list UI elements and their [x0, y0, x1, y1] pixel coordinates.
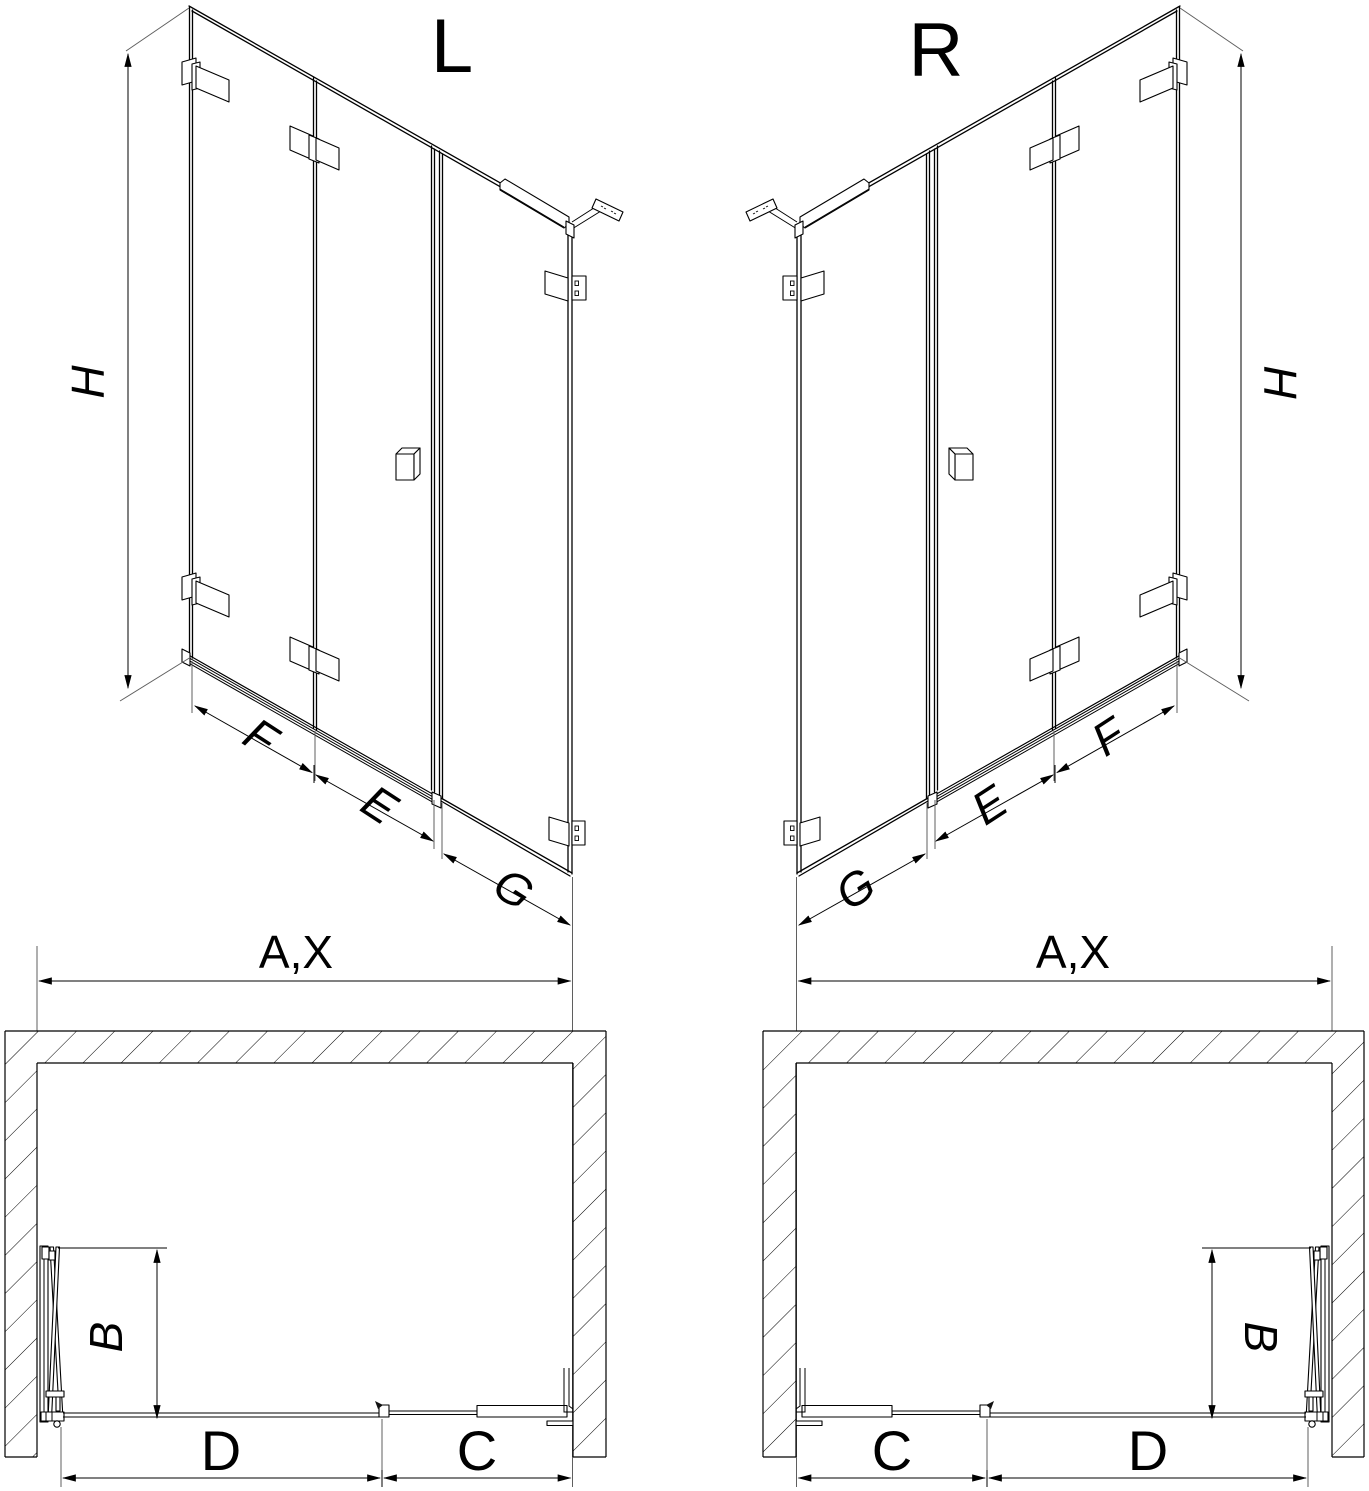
- fold-hinge-top-icon: [290, 126, 339, 170]
- corner-wall-bracket-icon: [566, 199, 623, 238]
- dim-label-panel-g-right: G: [826, 857, 885, 921]
- dim-label-height-left: H: [62, 365, 114, 399]
- variant-label-left: L: [430, 4, 474, 89]
- dim-label-height-right: H: [1254, 365, 1306, 399]
- dim-label-width-right: A,X: [1035, 926, 1111, 978]
- dim-label-fixed-span-right: C: [871, 1419, 913, 1482]
- height-dimension: [120, 8, 191, 701]
- dim-label-panel-f-left: F: [234, 707, 287, 767]
- rail-plan: [63, 1401, 389, 1417]
- iso-view-right-geometry: [746, 6, 1249, 925]
- fold-hinge-bottom-icon: [290, 637, 339, 681]
- iso-view-left-geometry: [120, 6, 623, 925]
- dim-label-width-left: A,X: [258, 926, 334, 978]
- dim-label-depth-left: B: [80, 1321, 132, 1353]
- folded-door-plan: [40, 1246, 64, 1427]
- fixed-panel-plan: [389, 1368, 573, 1426]
- wall-hatching-left-plan: [5, 1031, 606, 1457]
- support-bar: [500, 179, 569, 228]
- variant-label-right: R: [908, 8, 964, 93]
- dim-label-panel-e-left: E: [352, 774, 407, 835]
- panel-clamp-upper-icon: [545, 271, 586, 301]
- dim-label-door-span-right: D: [1127, 1419, 1169, 1482]
- wall-hatching-right-plan: [763, 1031, 1364, 1457]
- panel-clamp-lower-icon: [549, 817, 585, 846]
- dim-label-door-span-left: D: [200, 1419, 242, 1482]
- dim-label-panel-f-right: F: [1082, 707, 1135, 767]
- dim-label-depth-right: B: [1235, 1321, 1287, 1353]
- dim-label-panel-e-right: E: [962, 774, 1017, 835]
- dim-label-panel-g-left: G: [484, 857, 543, 921]
- door-knob-icon: [396, 448, 420, 480]
- bottom-rail: [182, 649, 441, 808]
- dim-label-fixed-span-left: C: [456, 1419, 498, 1482]
